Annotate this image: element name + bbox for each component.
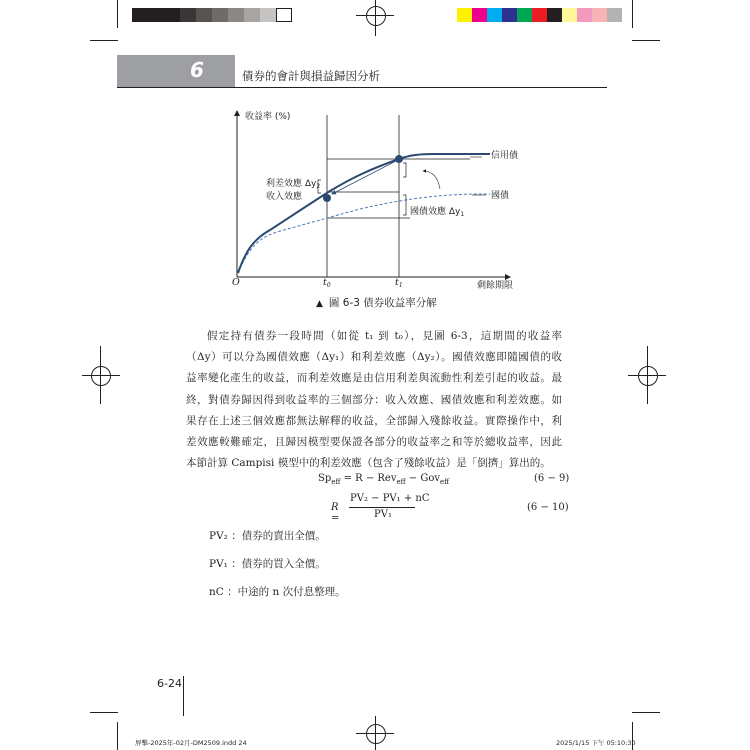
color-swatch	[148, 8, 164, 22]
color-swatch	[276, 8, 292, 22]
registration-line	[356, 15, 394, 16]
registration-line	[375, 0, 376, 36]
crop-mark	[117, 0, 118, 28]
origin-label: O	[232, 277, 240, 288]
folio-rule	[183, 676, 184, 716]
body-line: （Δy）可以分為國債效應（Δy₁）和利差效應（Δy₂）。國債效應即隨國債的收	[186, 351, 562, 364]
color-swatch	[592, 8, 607, 22]
equation-number-6-10: (6 − 10)	[527, 502, 569, 513]
income-effect-label: 收入效應	[266, 192, 303, 202]
t0-label: $t_0$	[323, 277, 331, 289]
equation-6-9: $Sp_{eff} = R - Rev_{eff} - Gov_{eff}$	[318, 473, 450, 486]
color-swatch	[260, 8, 276, 22]
definition-pv2: PV₂ ：債券的賣出全價。	[209, 530, 326, 542]
body-line: 本節計算 Campisi 模型中的利差效應（包含了殘餘收益）是「倒擠」算出的。	[186, 457, 551, 470]
body-line: 假定持有債券一段時間（如從 t₁ 到 t₀），見圖 6-3，這期間的收益率	[207, 330, 562, 342]
govt-effect-label: 國債效應 $\Delta y_1$	[410, 207, 465, 218]
color-swatch	[517, 8, 532, 22]
definition-nc: nC ：中途的 n 次付息整理。	[209, 586, 346, 598]
crop-mark	[90, 40, 118, 41]
color-swatch	[180, 8, 196, 22]
crop-mark	[632, 40, 660, 41]
registration-mark-left	[91, 366, 111, 386]
color-swatch	[164, 8, 180, 22]
body-line: 益率變化產生的收益，而利差效應是由信用利差與流動性利差引起的收益。最	[186, 372, 562, 385]
registration-mark-top	[366, 6, 386, 26]
chapter-number: 6	[190, 58, 204, 82]
registration-line	[82, 375, 120, 376]
color-swatch	[132, 8, 148, 22]
color-swatch	[228, 8, 244, 22]
equation-number-6-9: (6 − 9)	[534, 473, 570, 484]
chapter-tab	[117, 55, 235, 87]
slug-timestamp: 2025/1/15 下午 05:10:30	[556, 739, 636, 747]
definition-pv1: PV₁ ：債券的買入全價。	[209, 558, 326, 570]
page-number: 6-24	[157, 677, 182, 690]
chapter-title: 債券的會計與損益歸因分析	[242, 69, 380, 83]
color-swatch	[244, 8, 260, 22]
fraction-bar	[349, 507, 415, 508]
govt-effect-bracket	[403, 195, 406, 215]
figure-caption: ▲ 圖 6-3 債券收益率分解	[316, 297, 437, 309]
eq-numerator: PV₂ − PV₁ + nC	[350, 493, 430, 504]
color-swatch	[457, 8, 472, 22]
color-swatch	[196, 8, 212, 22]
color-swatch	[487, 8, 502, 22]
point-t1	[395, 155, 403, 163]
government-curve-label: 國債	[491, 191, 510, 201]
color-swatch	[212, 8, 228, 22]
point-t0	[323, 194, 331, 202]
body-line: 差效應較難確定，且歸因模型要保證各部分的收益率之和等於總收益率，因此	[186, 436, 562, 449]
body-line: 果存在上述三個效應都無法解釋的收益，全部歸入殘餘收益。實際操作中，利	[186, 414, 562, 427]
color-swatch	[532, 8, 547, 22]
y-axis-label: 收益率 (%)	[245, 112, 291, 122]
eq-lhs: R =	[331, 502, 340, 524]
registration-line	[356, 733, 394, 734]
crop-mark	[632, 0, 633, 28]
registration-line	[628, 375, 666, 376]
govt-curve-pointer	[423, 171, 440, 189]
color-swatch	[607, 8, 622, 22]
rolldown-arrow	[332, 161, 396, 194]
slug-file-info: 屏擊-2025年-02月-DM2509.indd 24	[135, 739, 247, 747]
color-swatch	[472, 8, 487, 22]
body-line: 終，對債券歸因得到收益率的三個部分：收入效應、國債效應和利差效應。如	[186, 393, 562, 406]
color-swatch	[577, 8, 592, 22]
government-yield-curve	[238, 194, 490, 273]
t1-label: $t_1$	[395, 277, 403, 289]
crop-mark	[90, 712, 118, 713]
registration-mark-bottom	[366, 724, 386, 744]
spread-bracket	[403, 163, 406, 177]
color-swatch	[502, 8, 517, 22]
yield-decomposition-figure	[220, 105, 520, 295]
registration-mark-right	[638, 366, 658, 386]
header-rule	[117, 87, 607, 88]
crop-mark	[632, 712, 660, 713]
x-axis-label: 剩餘期限	[477, 281, 514, 291]
eq-denominator: PV₁	[374, 509, 392, 520]
spread-effect-label: 利差效應 $\Delta y_2$	[266, 179, 321, 190]
body-paragraph	[186, 326, 562, 474]
credit-curve-label: 信用債	[491, 151, 519, 161]
color-swatch	[562, 8, 577, 22]
color-swatch	[547, 8, 562, 22]
crop-mark	[117, 722, 118, 750]
